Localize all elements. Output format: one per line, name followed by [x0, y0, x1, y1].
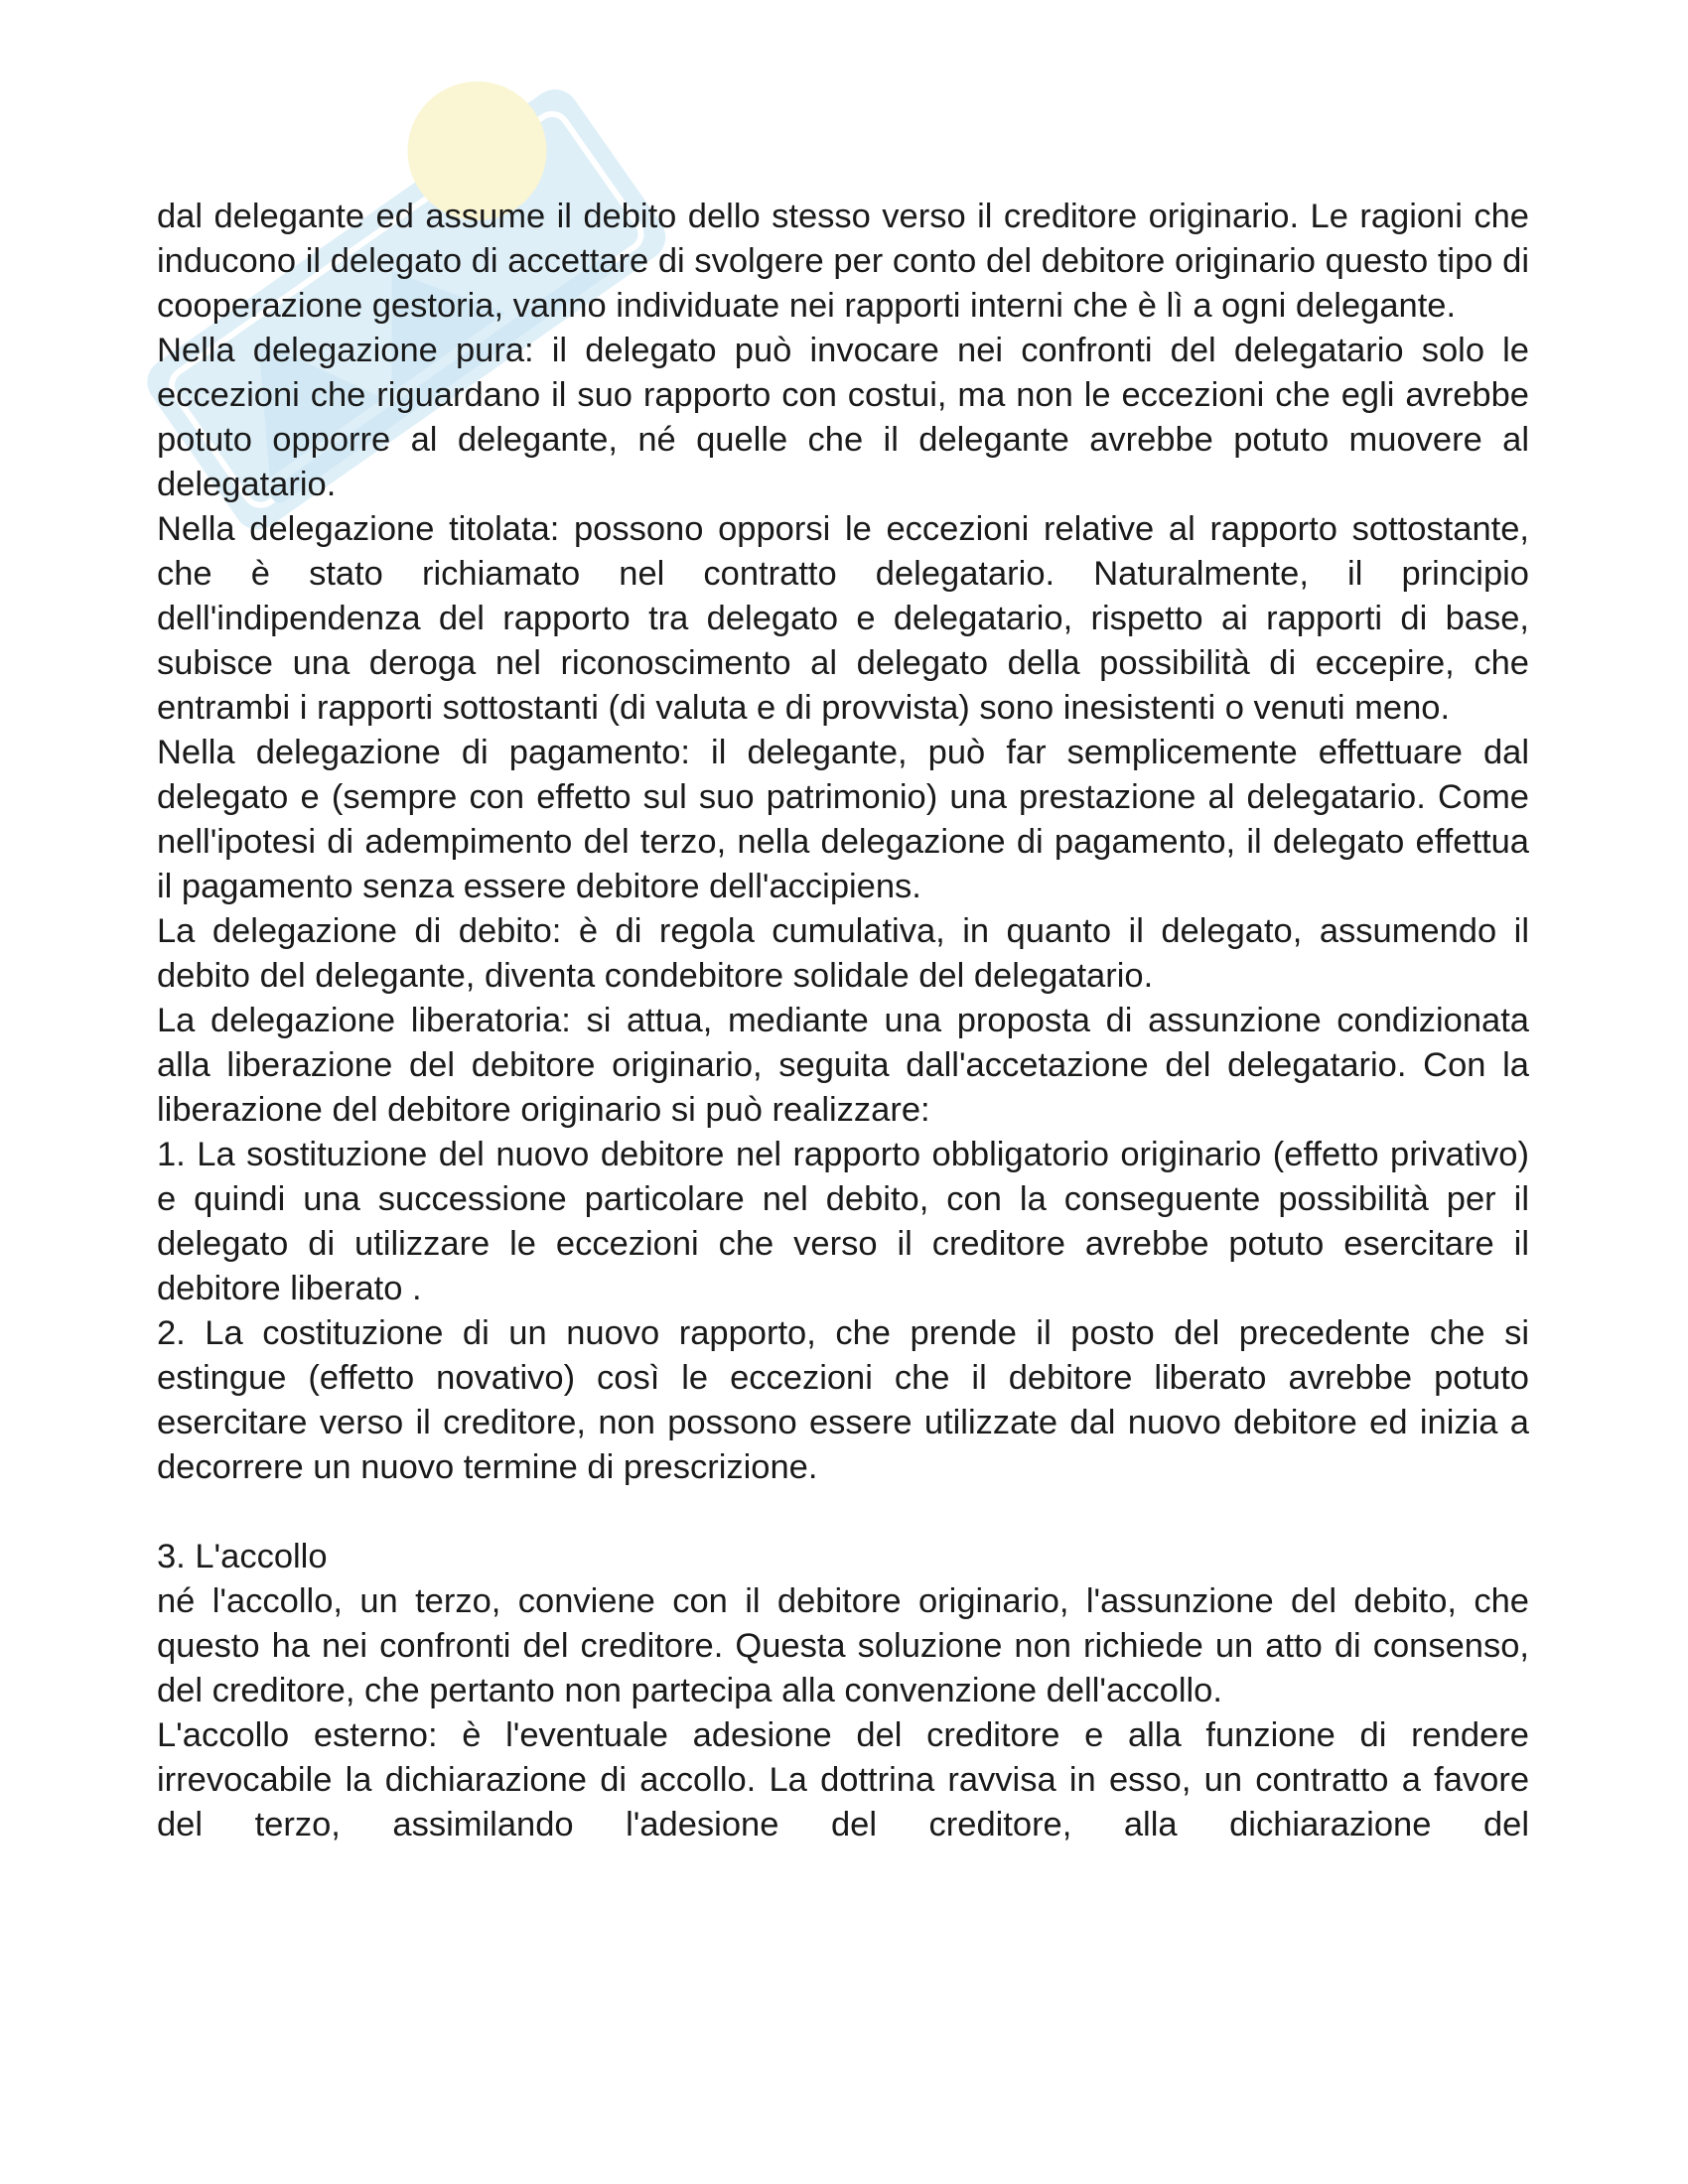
paragraph: Nella delegazione titolata: possono opporsi le eccezioni relative al rapporto sottostante, che è stato richiamato nel contratto delegatario. Naturalmente, il principio dell'indipendenza del rapporto tra delegato e delegatario, rispetto ai rapporti di base, subisce una deroga nel riconoscimento al delegato della possibilità di eccepire, che entrambi i rapporti sottostanti (di valuta e di provvista) sono inesistenti o venuti meno.	[157, 510, 1529, 727]
document-body	[157, 195, 1529, 1847]
paragraph: Nella delegazione di pagamento: il delegante, può far semplicemente effettuare dal delegato e (sempre con effetto sul suo patrimonio) una prestazione al delegatario. Come nell'ipotesi di adempimento del terzo, nella delegazione di pagamento, il delegato effettua il pagamento senza essere debitore dell'accipiens.	[157, 734, 1529, 905]
list-item: 1. La sostituzione del nuovo debitore nel rapporto obbligatorio originario (effetto privativo) e quindi una successione particolare nel debito, con la conseguente possibilità per il delegato di utilizzare le eccezioni che verso il creditore avrebbe potuto esercitare il debitore liberato .	[157, 1136, 1529, 1307]
paragraph: né l'accollo, un terzo, conviene con il debitore originario, l'assunzione del debito, che questo ha nei confronti del creditore. Questa soluzione non richiede un atto di consenso, del creditore, che pertanto non partecipa alla convenzione dell'accollo.	[157, 1582, 1529, 1709]
paragraph: La delegazione di debito: è di regola cumulativa, in quanto il delegato, assumendo il debito del delegante, diventa condebitore solidale del delegatario.	[157, 912, 1529, 995]
list-item: 2. La costituzione di un nuovo rapporto, che prende il posto del precedente che si estingue (effetto novativo) così le eccezioni che il debitore liberato avrebbe potuto esercitare verso il creditore, non possono essere utilizzate dal nuovo debitore ed inizia a decorrere un nuovo termine di prescrizione.	[157, 1314, 1529, 1486]
paragraph: dal delegante ed assume il debito dello stesso verso il creditore originario. Le ragioni che inducono il delegato di accettare di svolgere per conto del debitore originario questo tipo di cooperazione gestoria, vanno individuate nei rapporti interni che è lì a ogni delegante.	[157, 198, 1529, 325]
spacer	[157, 1490, 1529, 1535]
paragraph: Nella delegazione pura: il delegato può invocare nei confronti del delegatario solo le eccezioni che riguardano il suo rapporto con costui, ma non le eccezioni che egli avrebbe potuto opporre al delegante, né quelle che il delegante avrebbe potuto muovere al delegatario.	[157, 332, 1529, 503]
section-heading: 3. L'accollo	[157, 1538, 328, 1575]
paragraph: La delegazione liberatoria: si attua, mediante una proposta di assunzione condizionata alla liberazione del debitore originario, seguita dall'accetazione del delegatario. Con la liberazione del debitore originario si può realizzare:	[157, 1002, 1529, 1129]
paragraph: L'accollo esterno: è l'eventuale adesione del creditore e alla funzione di rendere irrevocabile la dichiarazione di accollo. La dottrina ravvisa in esso, un contratto a favore del terzo, assimilando l'adesione del creditore, alla dichiarazione del	[157, 1716, 1529, 1843]
